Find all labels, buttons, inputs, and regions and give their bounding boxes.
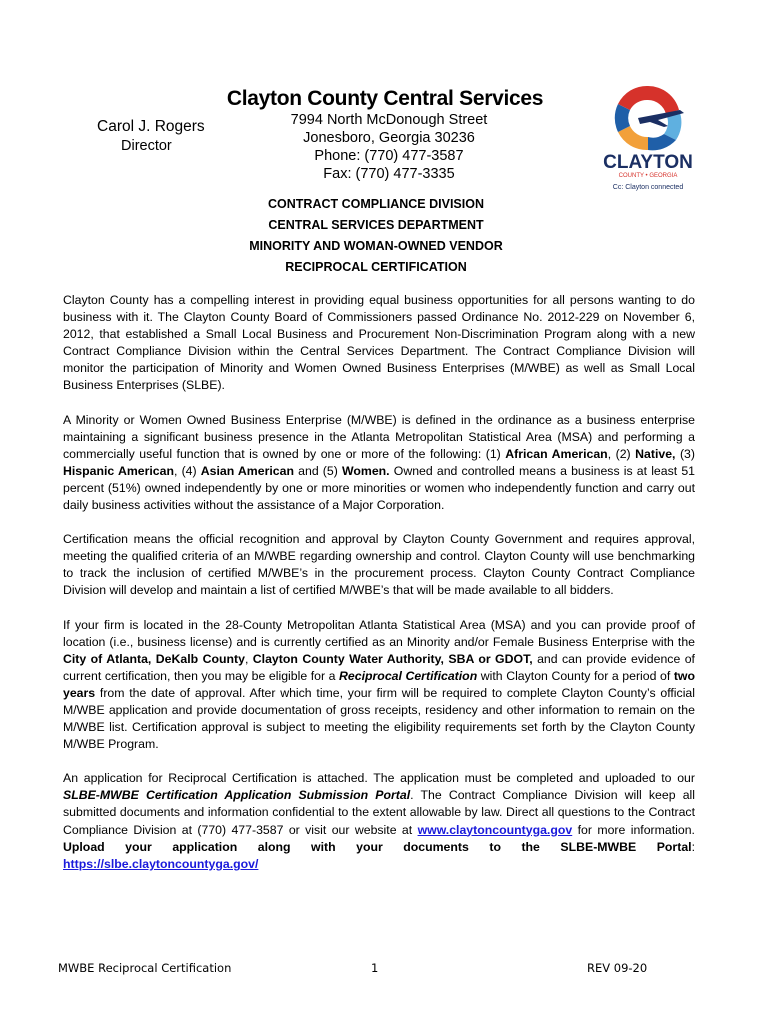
- paragraph-eligibility: If your firm is located in the 28-County Metropolitan Atlanta Statistical Area (MSA) and you can provide proof of location (i.e., business license) and is currently certified as an Minority and/or Female Business Enterprise with the City of Atlanta, DeKalb County, Clayton County Water Authority, SBA or GDOT, and can provide evidence of current certification, then you may be eligible for a Reciprocal Certification with Clayton County for a period of two years from the date of approval. After which time, your firm will be required to complete Clayton County’s official M/WBE application and provide documentation of gross receipts, residency and other information to remain on the M/WBE list. Certification approval is subject to meeting the eligibility requirements set forth by the Clayton County M/WBE Program.: [63, 617, 695, 752]
- paragraph-definition: A Minority or Women Owned Business Enterprise (M/WBE) is defined in the ordinance as a business enterprise maintaining a significant business presence in the Atlanta Metropolitan Statistical Area (MSA) and performing a commercially useful function that is owned by one or more of the following: (1) African American, (2) Native, (3) Hispanic American, (4) Asian American and (5) Women. Owned and controlled means a business is at least 51 percent (51%) owned independently by one or more minorities or women who independently function and carry out daily business activities without the assistance of a Major Corporation.: [63, 412, 695, 513]
- portal-link[interactable]: https://slbe.claytoncountyga.gov/: [63, 856, 259, 871]
- logo-tagline: Cc: Clayton connected: [612, 184, 684, 191]
- director-title: Director: [121, 138, 172, 154]
- clayton-emblem-icon: [588, 80, 708, 192]
- address-street: 7994 North McDonough Street: [290, 112, 488, 128]
- heading-division: CONTRACT COMPLIANCE DIVISION: [268, 197, 484, 211]
- paragraph-intro: Clayton County has a compelling interest in providing equal business opportunities for all persons wanting to do business with it. The Clayton County Board of Commissioners passed Ordinance No. 2012-229 on November 6, 2012, that established a Small Local Business and Procurement Non-Discrimination Program along with a new Contract Compliance Division within the Central Services Department. The Contract Compliance Division will monitor the participation of Minority and Women Owned Business Enterprises (M/WBE) as well as Small Local Business Enterprises (SLBE).: [63, 293, 695, 393]
- footer-page-number: 1: [371, 961, 379, 975]
- heading-certification: RECIPROCAL CERTIFICATION: [285, 260, 467, 274]
- heading-vendor: MINORITY AND WOMAN-OWNED VENDOR: [249, 239, 503, 253]
- paragraph-certification: Certification means the official recognition and approval by Clayton County Government and requires approval, meeting the qualified criteria of an M/WBE regarding ownership and control. Clayton County will use benchmarking to track the inclusion of certified M/WBE’s in the procurement process. Clayton County Contract Compliance Division will develop and maintain a list of certified M/WBE’s that will be made available to all bidders.: [63, 532, 695, 598]
- paragraph-application: An application for Reciprocal Certification is attached. The application must be completed and uploaded to our SLBE-MWBE Certification Application Submission Portal. The Contract Compliance Division will keep all submitted documents and information confidential to the extent allowable by law. Direct all questions to the Contract Compliance Division at (770) 477-3587 or visit our website at www.claytoncountyga.gov for more information. Upload your application along with your documents to the SLBE-MWBE Portal: https://slbe.claytoncountyga.gov/: [63, 771, 695, 871]
- logo-subtitle: COUNTY • GEORGIA: [618, 173, 678, 179]
- logo-wordmark: CLAYTON: [603, 152, 693, 173]
- clayton-county-logo: [588, 80, 708, 192]
- document-headings: [0, 194, 752, 278]
- director-name: Carol J. Rogers: [97, 118, 205, 135]
- address-phone: Phone: (770) 477-3587: [314, 148, 464, 164]
- heading-department: CENTRAL SERVICES DEPARTMENT: [268, 218, 484, 232]
- address-city: Jonesboro, Georgia 30236: [303, 130, 475, 146]
- address-block: [230, 111, 548, 183]
- footer-revision: REV 09-20: [587, 961, 648, 975]
- footer-document-name: MWBE Reciprocal Certification: [58, 961, 232, 975]
- website-link[interactable]: www.claytoncountyga.gov: [417, 822, 573, 837]
- page-title: Clayton County Central Services: [226, 87, 544, 110]
- address-fax: Fax: (770) 477-3335: [323, 166, 455, 182]
- document-body: [63, 292, 695, 890]
